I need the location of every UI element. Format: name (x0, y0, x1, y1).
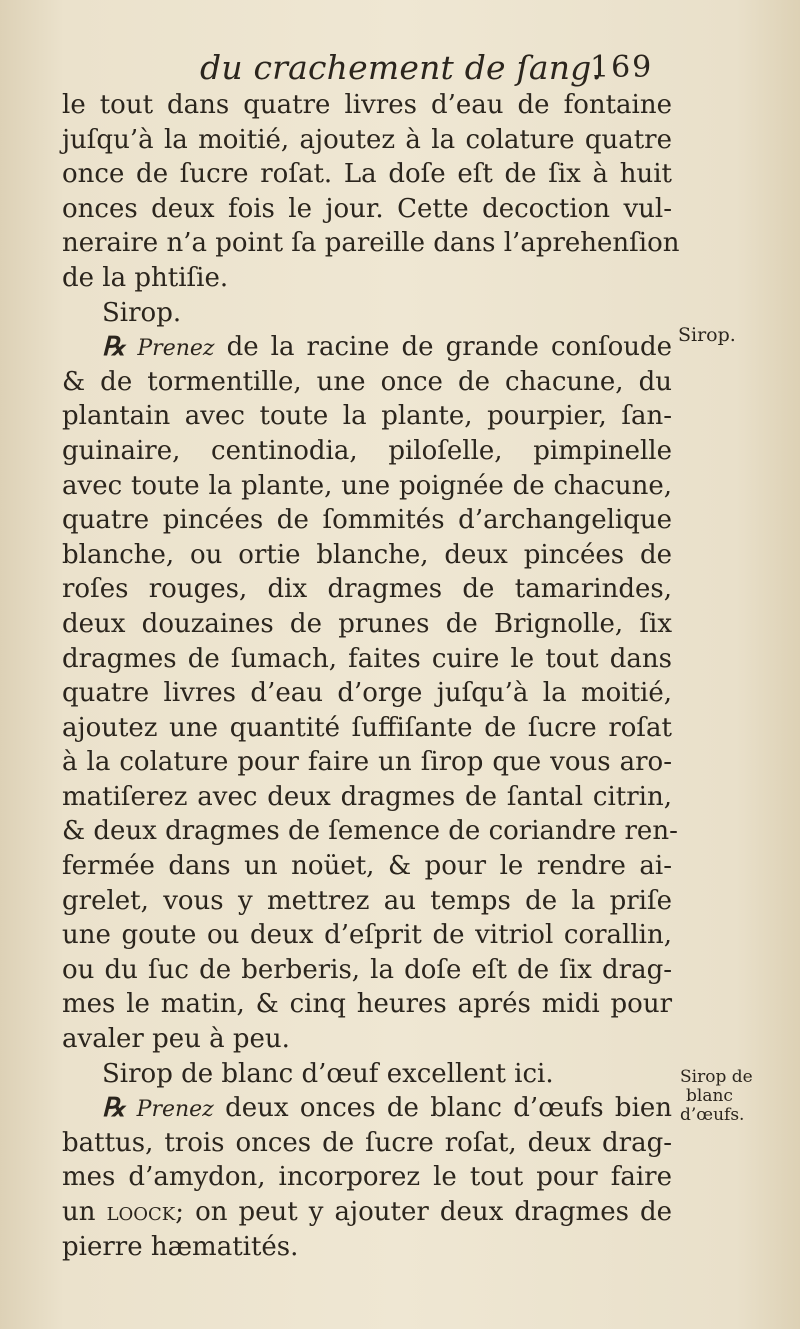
text-fragment: ; on peut y ajouter deux dragmes de (175, 1197, 673, 1227)
text-line: ajoutez une quantité ſuffiſante de ſucre roſat (62, 712, 672, 743)
text-line: blanche, ou ortie blanche, deux pincées de (62, 539, 672, 570)
text-line: matiſerez avec deux dragmes de ſantal citrin, (62, 781, 672, 812)
running-title: du crachement de ſang. (200, 48, 603, 87)
text-line: roſes rouges, dix dragmes de tamarindes, (62, 574, 672, 605)
prenez-word: Prenez (137, 336, 215, 362)
text-line: mes le matin, & cinq heures aprés midi pour (62, 989, 672, 1020)
text-line-recipe (62, 330, 672, 365)
text-line: de la phtiſie. (62, 262, 229, 293)
section-heading-sirop-blanc: Sirop de blanc d’œuf excellent ici. (102, 1058, 554, 1089)
text-line: dragmes de ſumach, faites cuire le tout dans (62, 643, 672, 674)
text-line: onces deux fois le jour. Cette decoction vul- (62, 193, 672, 224)
text-line: guinaire, centinodia, piloſelle, pimpinelle (62, 435, 672, 466)
text-line: quatre pincées de ſommités d’archangelique (62, 505, 672, 536)
text-line: neraire n’a point ſa pareille dans l’aprehenſion (62, 228, 680, 259)
body-text (62, 88, 680, 1264)
prenez-word: Prenez (136, 1097, 214, 1123)
margin-note-sirop: Sirop. (678, 324, 736, 346)
text-line: & deux dragmes de ſemence de coriandre ren- (62, 816, 678, 847)
text-line: & de tormentille, une once de chacune, du (62, 366, 672, 397)
text-line: quatre livres d’eau d’orge juſqu’à la moitié, (62, 678, 672, 709)
recipe-symbol: ℞ (102, 1093, 126, 1124)
text-line: battus, trois onces de ſucre roſat, deux drag- (62, 1127, 672, 1158)
margin-note-line: d’œufs. (680, 1105, 745, 1125)
text-line: avaler peu à peu. (62, 1024, 290, 1055)
page-header (0, 40, 800, 90)
text-line: à la colature pour faire un ſirop que vous aro- (62, 747, 672, 778)
text-fragment: deux onces de blanc d’œufs bien (225, 1093, 673, 1124)
text-line: grelet, vous y mettrez au temps de la priſe (62, 885, 672, 916)
text-fragment: de la racine de grande conſoude (226, 332, 673, 363)
section-heading-sirop: Sirop. (102, 297, 182, 328)
small-caps-word: loock (106, 1197, 176, 1227)
text-line: once de ſucre roſat. La doſe eſt de ſix à huit (62, 159, 672, 190)
text-line (62, 1195, 672, 1230)
text-line-recipe (62, 1091, 672, 1126)
recipe-symbol: ℞ (102, 332, 126, 363)
text-line: pierre hæmatités. (62, 1231, 299, 1262)
margin-note-line: Sirop de (680, 1067, 753, 1087)
text-line: une goute ou deux d’eſprit de vitriol corallin, (62, 920, 672, 951)
page-number: 169 (590, 50, 654, 85)
text-line: plantain avec toute la plante, pourpier, ſan- (62, 401, 672, 432)
text-line: fermée dans un noüet, & pour le rendre ai- (62, 851, 672, 882)
text-line: mes d’amydon, incorporez le tout pour faire (62, 1162, 672, 1193)
text-line: le tout dans quatre livres d’eau de fontaine (62, 90, 672, 120)
text-line: juſqu’à la moitié, ajoutez à la colature quatre (62, 124, 672, 155)
text-line: deux douzaines de prunes de Brignolle, ſix (62, 608, 672, 639)
text-line: ou du ſuc de berberis, la doſe eſt de ſix drag- (62, 954, 672, 985)
margin-note-sirop-blanc (680, 1068, 790, 1125)
text-line: avec toute la plante, une poignée de chacune, (62, 470, 672, 501)
margin-note-line: blanc (686, 1086, 733, 1106)
text-fragment: un (62, 1197, 96, 1227)
